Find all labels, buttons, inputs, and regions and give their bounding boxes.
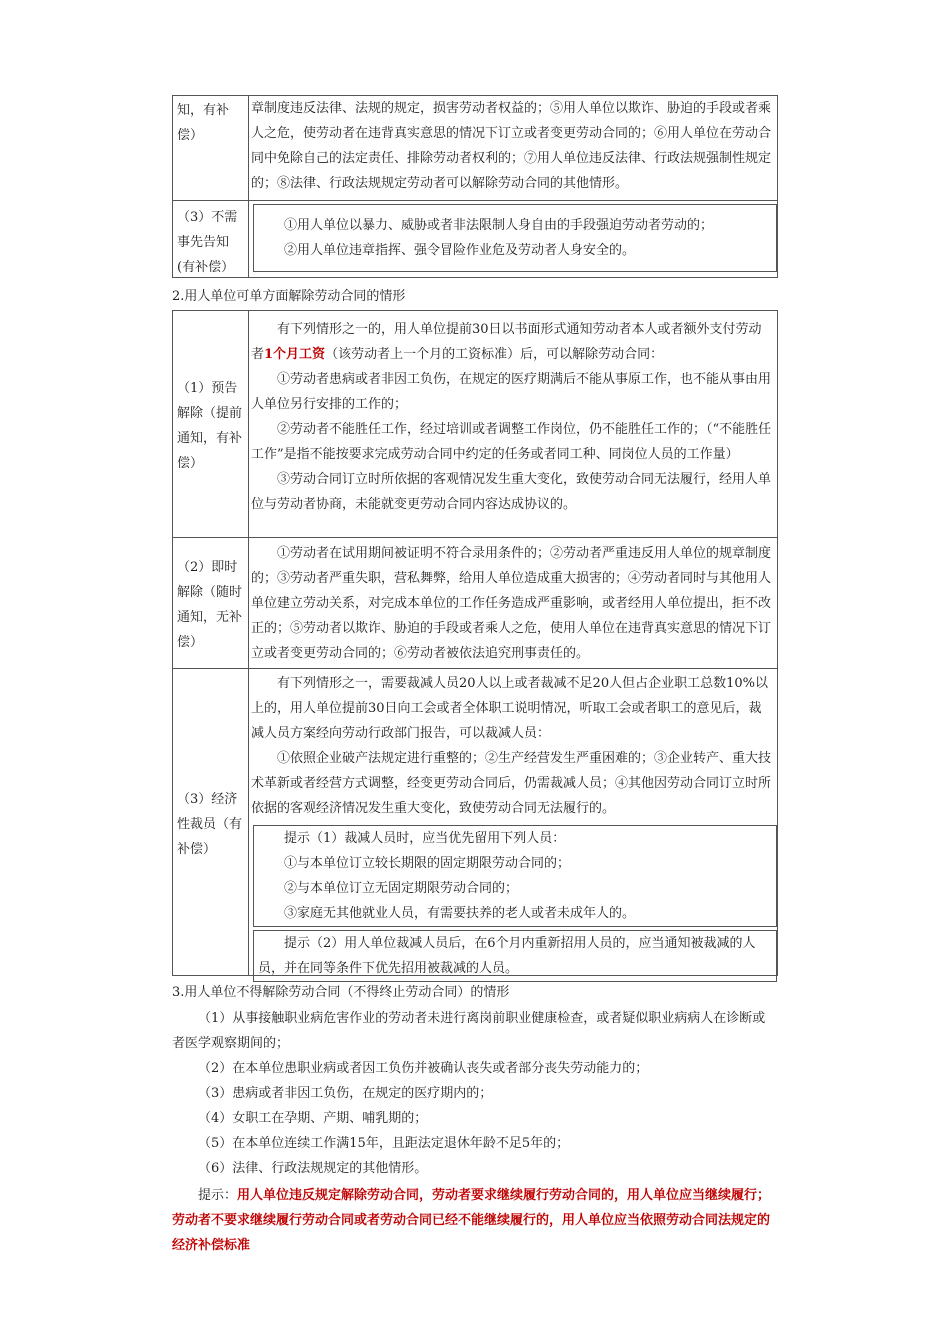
document-page — [172, 96, 778, 1258]
highlight-text: 1个月工资 — [264, 347, 326, 362]
table-row — [172, 95, 778, 201]
table-row — [172, 668, 778, 976]
tip-text: 提示（2）用人单位裁减人员后，在6个月内重新招用人员的，应当通知被裁减的人员，并在同等条件下优先招用被裁减的人员。 — [258, 936, 756, 976]
tip-box — [253, 930, 777, 982]
section-heading: 3.用人单位不得解除劳动合同（不得终止劳动合同）的情形 — [172, 985, 510, 1000]
list-item: （2）在本单位患职业病或者因工负伤并被确认丧失或者部分丧失劳动能力的； — [198, 1061, 649, 1076]
tip-title: 提示（1）裁减人员时，应当优先留用下列人员： — [284, 831, 566, 846]
list-item: ①用人单位以暴力、威胁或者非法限制人身自由的手段强迫劳动者劳动的； — [284, 218, 714, 233]
row-label: （3）不需事先告知(有补偿） — [173, 201, 249, 277]
tip-label: 提示： — [198, 1188, 238, 1203]
table-row — [172, 310, 778, 538]
list-item: ③家庭无其他就业人员，有需要扶养的老人或者未成年人的。 — [284, 906, 636, 921]
final-tip — [172, 1183, 778, 1258]
items-box — [253, 204, 777, 272]
row-label: （1）预告解除（提前通知，有补偿） — [173, 311, 249, 537]
list-item: ①与本单位订立较长期限的固定期限劳动合同的； — [284, 856, 571, 871]
list-item: （6）法律、行政法规规定的其他情形。 — [198, 1161, 428, 1176]
conditions-list — [172, 1006, 778, 1181]
paragraph: ①依照企业破产法规定进行重整的；②生产经营发生严重困难的；③企业转产、重大技术革新或者经营方式调整，经变更劳动合同后，仍需裁减人员；④其他因劳动合同订立时所依据的客观经济情况发生重大变化，致使劳动合同无法履行的。 — [251, 751, 772, 816]
list-item: （1）从事接触职业病危害作业的劳动者未进行离岗前职业健康检查，或者疑似职业病病人在诊断或者医学观察期间的； — [172, 1011, 766, 1051]
list-item: （5）在本单位连续工作满15年，且距法定退休年龄不足5年的； — [198, 1136, 570, 1151]
row-label: （3）经济性裁员（有补偿） — [173, 669, 249, 975]
paragraph: ①劳动者患病或者非因工负伤，在规定的医疗期满后不能从事原工作，也不能从事由用人单位另行安排的工作的； — [251, 372, 772, 412]
table-row — [172, 537, 778, 669]
paragraph: ①劳动者在试用期间被证明不符合录用条件的；②劳动者严重违反用人单位的规章制度的；③劳动者严重失职，营私舞弊，给用人单位造成重大损害的；④劳动者同时与其他用人单位建立劳动关系，对完成本单位的工作任务造成严重影响，或者经用人单位提出，拒不改正的；⑤劳动者以欺诈、胁迫的手段或者乘人之危，使用人单位在违背真实意思的情况下订立或者变更劳动合同的；⑥劳动者被依法追究刑事责任的。 — [251, 546, 772, 661]
intro-paragraph: 有下列情形之一的，用人单位提前30日以书面形式通知劳动者本人或者额外支付劳动者1个月工资（该劳动者上一个月的工资标准）后，可以解除劳动合同： — [251, 322, 762, 362]
list-item: （4）女职工在孕期、产期、哺乳期的； — [198, 1111, 428, 1126]
row-label: （2）即时解除（随时通知，无补偿） — [173, 538, 249, 668]
list-item: ②与本单位订立无固定期限劳动合同的； — [284, 881, 519, 896]
paragraph: ③劳动合同订立时所依据的客观情况发生重大变化，致使劳动合同无法履行，经用人单位与劳动者协商，未能就变更劳动合同内容达成协议的。 — [251, 472, 772, 512]
list-item: ②用人单位违章指挥、强令冒险作业危及劳动者人身安全的。 — [284, 243, 636, 258]
tip-box — [253, 825, 777, 927]
list-item: （3）患病或者非因工负伤，在规定的医疗期内的； — [198, 1086, 493, 1101]
row-content: 章制度违反法律、法规的规定，损害劳动者权益的；⑤用人单位以欺诈、胁迫的手段或者乘人之危，使劳动者在违背真实意思的情况下订立或者变更劳动合同的；⑥用人单位在劳动合同中免除自己的法定责任、排除劳动者权利的；⑦用人单位违反法律、行政法规强制性规定的；⑧法律、行政法规规定劳动者可以解除劳动合同的其他情形。 — [251, 101, 772, 191]
highlight-text: 用人单位违反规定解除劳动合同，劳动者要求继续履行劳动合同的，用人单位应当继续履行；劳动者不要求继续履行劳动合同或者劳动合同已经不能继续履行的，用人单位应当依照劳动合同法规定的经济补偿标准 — [172, 1188, 771, 1253]
paragraph: 有下列情形之一，需要裁减人员20人以上或者裁减不足20人但占企业职工总数10%以上的，用人单位提前30日向工会或者全体职工说明情况，听取工会或者职工的意见后，裁减人员方案经向劳动行政部门报告，可以裁减人员： — [251, 676, 768, 741]
section-heading: 2.用人单位可单方面解除劳动合同的情形 — [172, 289, 406, 304]
paragraph: ②劳动者不能胜任工作，经过培训或者调整工作岗位，仍不能胜任工作的；（“不能胜任工作”是指不能按要求完成劳动合同中约定的任务或者同工种、同岗位人员的工作量） — [251, 422, 772, 462]
row-label: 知，有补偿） — [173, 96, 249, 200]
table-row — [172, 200, 778, 278]
